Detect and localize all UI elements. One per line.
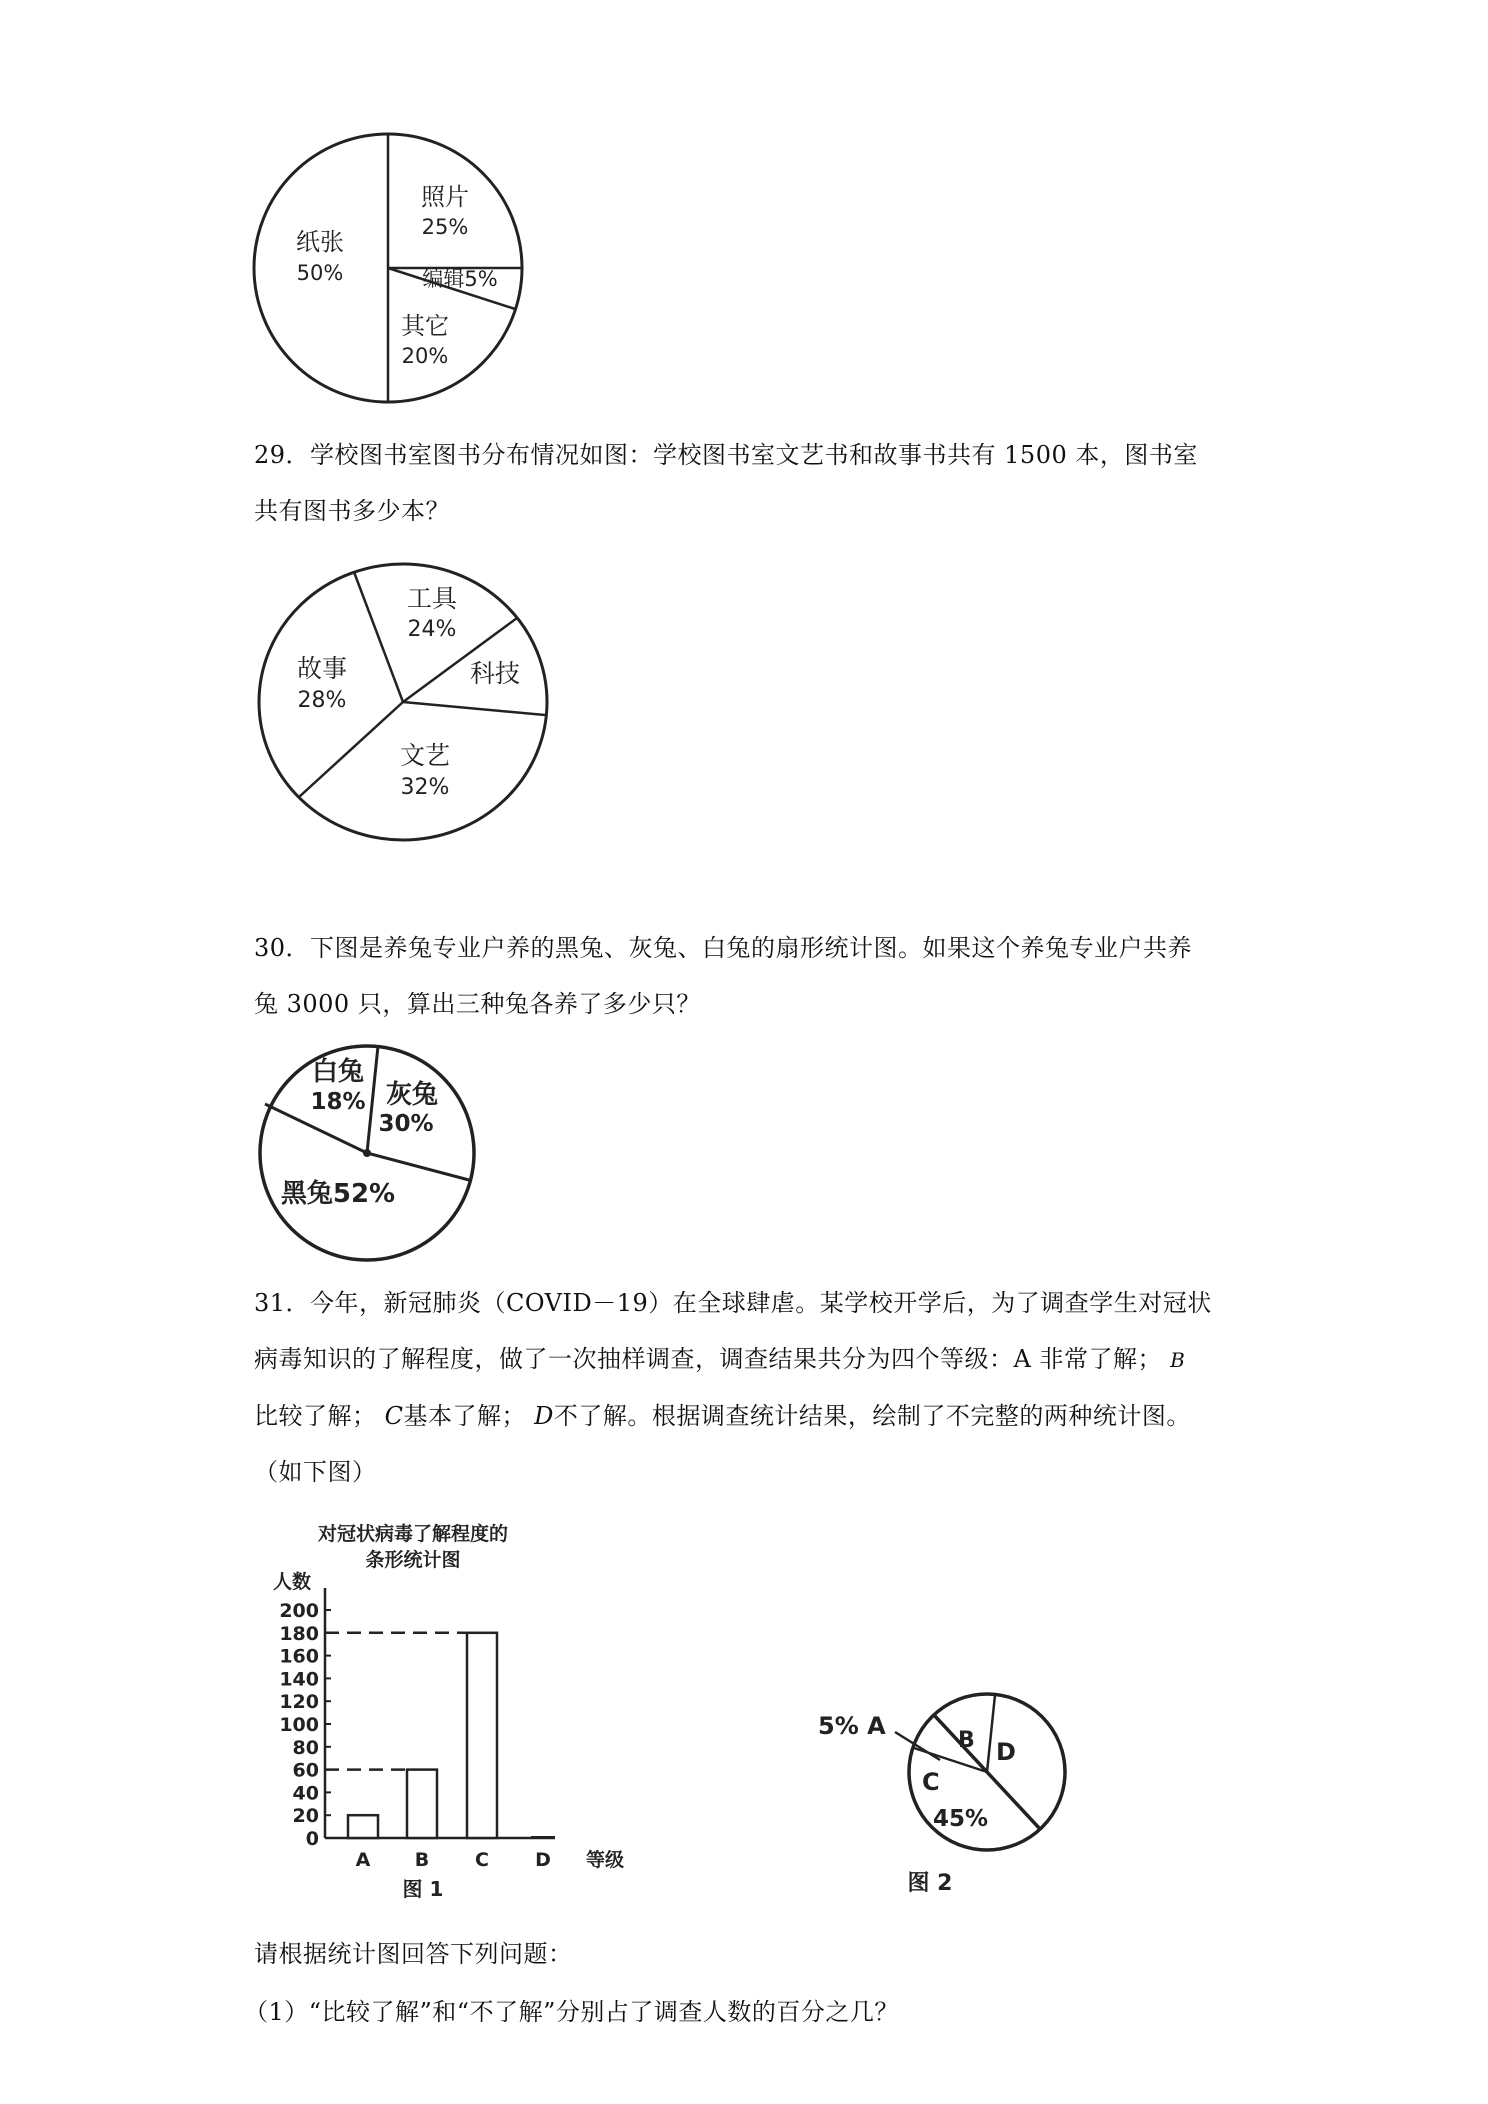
- q31-label-c: C: [922, 1768, 940, 1796]
- bar-chart-title-line1: 对冠状病毒了解程度的: [317, 1523, 509, 1545]
- q31-sub1: （1）“比较了解”和“不了解”分别占了调查人数的百分之几？: [244, 1998, 899, 2026]
- q31-prompt: 请根据统计图回答下列问题：: [254, 1940, 573, 1968]
- bar-chart-ytick-label: 180: [279, 1622, 319, 1645]
- q30-line2: 兔 3000 只，算出三种兔各养了多少只？: [254, 990, 701, 1018]
- bar-c: [467, 1633, 497, 1838]
- bar-chart-xlabel: 等级: [585, 1849, 625, 1871]
- q29-divider-tech-arts: [403, 702, 545, 715]
- q29-label-arts-pct: 32%: [400, 775, 450, 800]
- q29-label-tools: 工具: [406, 584, 458, 613]
- q29-line2: 共有图书多少本？: [254, 497, 450, 525]
- q30-divider-grey-black: [367, 1153, 469, 1180]
- q28-label-photo: 照片: [421, 183, 469, 211]
- bar-chart-ytick-label: 40: [292, 1782, 319, 1805]
- q31-line2: [254, 1331, 1244, 1388]
- bar-a: [348, 1815, 378, 1838]
- bar-chart-xtick-a: A: [355, 1849, 371, 1871]
- q29-label-arts: 文艺: [399, 741, 451, 770]
- q29-label-story-pct: 28%: [297, 688, 347, 713]
- q29-pie-chart: [255, 560, 555, 850]
- q30-label-white: 白兔: [311, 1057, 365, 1087]
- bar-chart-ytick-label: 0: [305, 1828, 319, 1850]
- q31-text: [254, 1275, 1244, 1500]
- q28-label-photo-pct: 25%: [421, 215, 469, 239]
- bar-chart-ytick-label: 20: [292, 1805, 319, 1828]
- q31-caption-fig1: 图 1: [402, 1877, 444, 1901]
- q29-divider-arts-story: [299, 702, 403, 797]
- bar-chart-ylabel: 人数: [273, 1571, 312, 1593]
- q31-line3-text-a: 比较了解；: [254, 1402, 377, 1430]
- q31-line1: 31．今年，新冠肺炎（COVID－19）在全球肆虐。某学校开学后，为了调查学生对冠状: [254, 1289, 1212, 1317]
- q29-label-tools-pct: 24%: [407, 617, 457, 642]
- bar-chart-ytick-label: 160: [279, 1645, 319, 1668]
- q31-pie-chart: [810, 1690, 1070, 1900]
- q31-line2-b: B: [1170, 1348, 1186, 1372]
- q29-text: [254, 427, 1244, 539]
- q28-pie-chart: [250, 130, 530, 410]
- q29-divider-story-tools: [354, 572, 403, 702]
- bar-b: [407, 1770, 437, 1838]
- q28-label-paper: 纸张: [296, 228, 344, 256]
- q31-label-c-pct: 45%: [933, 1806, 989, 1832]
- q31-bar-chart: [265, 1520, 645, 1901]
- q31-line2-text: 病毒知识的了解程度，做了一次抽样调查，调查结果共分为四个等级：A 非常了解；: [254, 1345, 1162, 1373]
- q31-label-b: B: [958, 1728, 975, 1753]
- q31-line3-d: D: [534, 1402, 554, 1430]
- q31-line3-text-e: 不了解。根据调查统计结果，绘制了不完整的两种统计图。: [553, 1402, 1191, 1430]
- q30-line1: 30．下图是养兔专业户养的黑兔、灰兔、白兔的扇形统计图。如果这个养兔专业户共养: [254, 934, 1193, 962]
- bar-chart-title-line2: 条形统计图: [365, 1549, 461, 1571]
- q29-label-story: 故事: [296, 654, 348, 683]
- bar-chart-ytick-label: 140: [279, 1668, 319, 1691]
- bar-chart-ytick-label: 80: [292, 1736, 319, 1759]
- q30-label-white-pct: 18%: [310, 1089, 366, 1115]
- q28-label-other: 其它: [401, 312, 449, 340]
- q31-line4: （如下图）: [254, 1458, 377, 1486]
- q29-line1: 29．学校图书室图书分布情况如图：学校图书室文艺书和故事书共有 1500 本，图书室: [254, 441, 1198, 469]
- q31-line3-text-c: 基本了解；: [403, 1402, 527, 1430]
- bar-chart-ytick-label: 200: [279, 1600, 319, 1622]
- q31-line3-c: C: [384, 1402, 404, 1430]
- q30-label-black: 黑兔52%: [280, 1179, 396, 1209]
- q29-label-tech: 科技: [469, 659, 521, 688]
- q28-label-edit: 编辑5%: [422, 267, 498, 291]
- q30-divider-white-grey: [367, 1046, 378, 1153]
- q31-divider-bd: [987, 1695, 995, 1772]
- q30-pie-center: [363, 1149, 371, 1157]
- q31-caption-fig2: 图 2: [907, 1871, 953, 1896]
- q31-line3: [254, 1388, 1244, 1444]
- bar-chart-xtick-b: B: [414, 1849, 430, 1871]
- bar-chart-xtick-d: D: [535, 1849, 551, 1871]
- q30-label-grey: 灰兔: [385, 1080, 439, 1110]
- q31-label-d: D: [996, 1738, 1016, 1766]
- bar-chart-ytick-label: 100: [279, 1714, 319, 1736]
- q30-label-grey-pct: 30%: [378, 1111, 434, 1137]
- q31-label-a: 5% A: [818, 1712, 886, 1740]
- bar-chart-ytick-label: 120: [279, 1691, 319, 1714]
- q30-text: [254, 920, 1244, 1032]
- bar-chart-xtick-c: C: [475, 1849, 489, 1871]
- q28-label-other-pct: 20%: [401, 344, 449, 368]
- q30-pie-chart: [256, 1040, 482, 1266]
- bar-chart-ytick-label: 60: [292, 1759, 319, 1782]
- q28-label-paper-pct: 50%: [296, 261, 344, 285]
